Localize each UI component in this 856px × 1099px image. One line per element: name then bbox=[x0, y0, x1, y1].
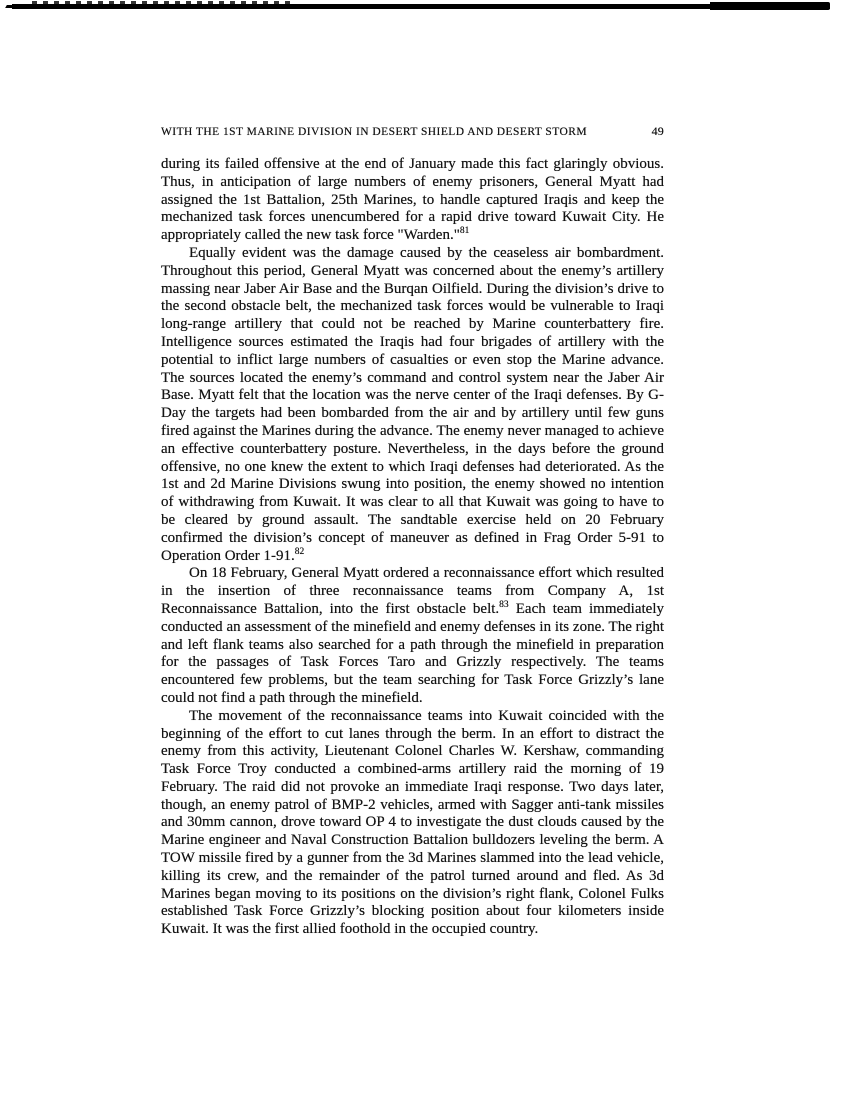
paragraph: The movement of the reconnaissance teams into Kuwait coincided with the beginning of the effort to cut lanes through the berm. In an effort to distract the enemy from this activity, Lieutenant Colonel Charles W. Kershaw, commanding Task Force Troy conducted a combined-arms artillery raid the morning of 19 February. The raid did not provoke an immediate Iraqi response. Two days later, though, an enemy patrol of BMP-2 vehicles, armed with Sagger anti-tank missiles and 30mm cannon, drove toward OP 4 to investigate the dust clouds caused by the Marine engineer and Naval Construction Battalion bulldozers leveling the berm. A TOW missile fired by a gunner from the 3d Marines slammed into the lead vehicle, killing its crew, and the remainder of the patrol turned around and fled. As 3d Marines began moving to its positions on the division’s right flank, Colonel Fulks established Task Force Grizzly’s blocking position about four kilometers inside Kuwait. It was the first allied foothold in the occupied country. bbox=[161, 707, 664, 938]
paragraph: Equally evident was the damage caused by the ceaseless air bombardment. Throughout this period, General Myatt was concerned about the enemy’s artillery massing near Jaber Air Base and the Burqan Oilfield. During the division’s drive to the second obstacle belt, the mechanized task forces would be vulnerable to Iraqi long-range artillery that could not be reached by Marine counterbattery fire. Intelligence sources estimated the Iraqis had four brigades of artillery with the potential to inflict large numbers of casualties or even stop the Marine advance. The sources located the enemy’s command and control system near the Jaber Air Base. Myatt felt that the location was the nerve center of the Iraqi defenses. By G-Day the targets had been bombarded from the air and by artillery until few guns fired against the Marines during the advance. The enemy never managed to achieve an effective counterbattery posture. Nevertheless, in the days before the ground offensive, no one knew the extent to which Iraqi defenses had deteriorated. As the 1st and 2d Marine Divisions swung into position, the enemy showed no intention of withdrawing from Kuwait. It was clear to all that Kuwait was going to have to be cleared by ground assault. The sandtable exercise held on 20 February confirmed the division’s concept of maneuver as defined in Frag Order 5-91 to Operation Order 1-91.82 bbox=[161, 244, 664, 564]
running-head bbox=[161, 125, 664, 139]
footnote-reference: 82 bbox=[294, 546, 305, 557]
paragraph: during its failed offensive at the end of January made this fact glaringly obvious. Thus, in anticipation of large numbers of enemy prisoners, General Myatt had assigned the 1st Battalion, 25th Marines, to handle captured Iraqis and keep the mechanized task forces unencumbered for a rapid drive toward Kuwait City. He appropriately called the new task force "Warden."$^{81}$ bbox=[161, 156, 664, 244]
paragraph: On 18 February, General Myatt ordered a reconnaissance effort which resulted in the insertion of three reconnaissance teams from Company A, 1st Reconnaissance Battalion, into the first obstacle belt.$^{83}$ Each team immediately conducted an assessment of the minefield and enemy defenses in its zone. The right and left flank teams also searched for a path through the minefield in preparation for the passages of Task Forces Taro and Grizzly respectively. The teams encountered few problems, but the team searching for Task Force Grizzly’s lane could not find a path through the minefield. bbox=[161, 565, 664, 706]
footnote-reference: 81 bbox=[459, 226, 470, 237]
footnote-reference: 83 bbox=[499, 599, 509, 610]
page-number: 49 bbox=[651, 124, 664, 138]
body-text bbox=[161, 156, 664, 939]
page-content bbox=[161, 125, 664, 939]
running-head-title: WITH THE 1ST MARINE DIVISION IN DESERT SHIELD AND DESERT STORM bbox=[161, 126, 588, 138]
scan-edge-tick bbox=[5, 5, 17, 8]
scan-edge-artifact bbox=[12, 4, 830, 9]
